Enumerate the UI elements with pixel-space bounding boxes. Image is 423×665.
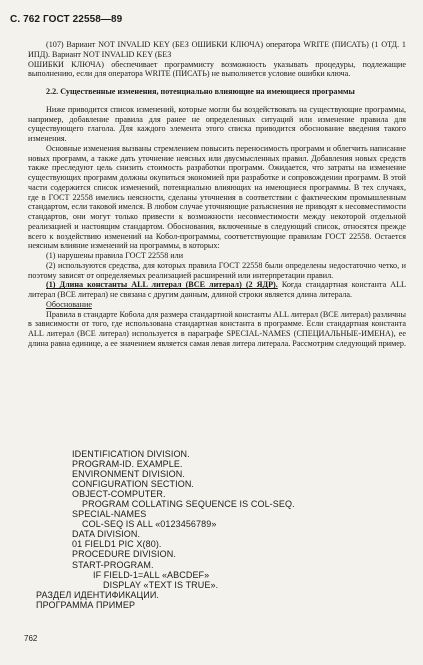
paragraph-107b: ОШИБКИ КЛЮЧА) обеспечивает программисту возможность указывать процедуры, подлежащие выполнению, если для оператора WRITE (ПИСАТЬ) не выполняется условие ошибки ключа. — [28, 59, 406, 79]
code-line: CONFIGURATION SECTION. — [72, 479, 195, 490]
code-line: IDENTIFICATION DIVISION. — [72, 449, 190, 459]
code-line: OBJECT-COMPUTER. — [72, 489, 166, 500]
change-item-1-text: Когда стандартная константа ALL литерал (ВСЕ литерал) не связана с другим данным, длиной строки является длина литерала. — [28, 280, 406, 299]
code-line: COL-SEQ IS ALL «0123456789» — [82, 519, 217, 530]
paragraph-rationale: Правила в стандарте Кобола для размера стандартной константы ALL литерал (ВСЕ литерал) различны в зависимости от того, где использована стандартная константа в программе. Если стандартная константа ALL литерал (ВСЕ литерал) используется в параграфе SPECIAL-NAMES (СПЕЦИАЛЬНЫЕ-ИМЕНА), ее длина равна единице, а ее значением является самая левая литера литерала. Рассмотрим следующий пример. — [28, 309, 406, 348]
change-item-1 — [28, 280, 406, 300]
code-line: PROGRAM COLLATING SEQUENCE IS COL-SEQ. — [82, 499, 295, 510]
code-line: PROGRAM-ID. EXAMPLE. — [72, 459, 183, 470]
rationale-heading-text: Обоснование — [46, 299, 92, 309]
paragraph-intro: Ниже приводится список изменений, которые могли бы воздействовать на существующие программы, например, добавление правила для ранее не определенных ситуаций или изменение правила для существующего глагола. Для каждого элемента этого списка приводится обоснование введения такого изменения. — [28, 104, 406, 143]
code-line: PROCEDURE DIVISION. — [72, 549, 176, 560]
section-heading — [28, 87, 406, 97]
code-example — [36, 449, 295, 610]
code-line: SPECIAL-NAMES — [72, 509, 147, 520]
page-header: С. 762 ГОСТ 22558—89 — [10, 14, 123, 25]
change-item-1-title: (1) Длина константы ALL литерал (ВСЕ литерал) (2 ЯДР). — [46, 280, 278, 290]
paragraph-107a: (107) Вариант NOT INVALID KEY (БЕЗ ОШИБКИ КЛЮЧА) оператора WRITE (ПИСАТЬ) (1 ОТД. 1 ИПД). Вариант NOT INVALID KEY (БЕЗ — [28, 40, 406, 59]
code-line: 01 FIELD1 PIC X(80). — [72, 539, 162, 550]
code-line: ПРОГРАММА ПРИМЕР — [36, 599, 136, 610]
code-line: DATA DIVISION. — [72, 529, 141, 540]
code-line: DISPLAY «TEXT IS TRUE». — [103, 579, 219, 590]
code-line: РАЗДЕЛ ИДЕНТИФИКАЦИИ. — [36, 589, 160, 600]
code-line: ENVIRONMENT DIVISION. — [72, 469, 185, 480]
page-number: 762 — [24, 634, 38, 643]
list-item-1: (1) нарушены правила ГОСТ 22558 или — [46, 251, 184, 260]
paragraph-main: Основные изменения вызваны стремлением повысить переносимость программ и облегчить написание новых программ, а также дать уточнение неясных или двусмысленных правил. Добавления новых средств также преследуют цель снизить стоимость разработки программ. Ожидается, что затраты на изменение существующих программ должны окупиться экономией при разработке и сопровождении программ. В этой части содержится список изменений, потенциально влияющих на имеющиеся программы. В тех случаях, где в ГОСТ 22558 имелись неясности, сделаны уточнения в соответствии с фактическим промышленным стандартом, если таковой имелся. В любом случае уточняющие разъяснения не приводят к несовместимости стандартов, они могут только привести к возможности несовместимости между некоторой отдельной реализацией и настоящим стандартом. Обоснования, включенные в следующий список, относятся прежде всего к воздействию изменений на Кобол-программы, соответствующие правилам ГОСТ 22558. Остается неясным влияние изменений на программы, в которых: — [28, 143, 407, 251]
list-item-2: (2) используются средства, для которых правила ГОСТ 22558 были определены недостаточно четко, и поэтому зависят от определяемых реализацией расширений или интерпретации правил. — [28, 260, 406, 280]
code-line: IF FIELD-1=ALL «ABCDEF» — [93, 569, 210, 580]
rationale-heading — [28, 300, 406, 310]
body-text — [28, 40, 406, 349]
code-line: START-PROGRAM. — [72, 559, 154, 570]
section-heading-text: 2.2. Существенные изменения, потенциально влияющие на имеющиеся программы — [46, 87, 355, 96]
